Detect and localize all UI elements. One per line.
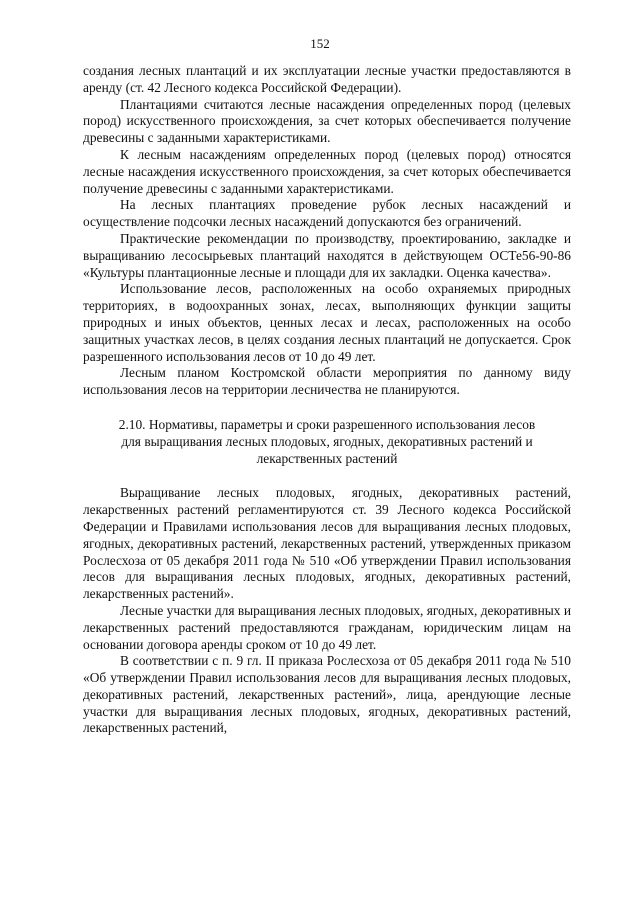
- paragraph-protected-territories: Использование лесов, расположенных на особо охраняемых природных территориях, в водоохранных зонах, лесах, выполняющих функции защиты природных и иных объектов, ценных лесах и лесах, расположенных на особо защитных участках лесов, в целях создания лесных плантаций не допускается. Срок разрешенного использования лесов от 10 до 49 лет.: [83, 281, 571, 364]
- paragraph-forest-plan: Лесным планом Костромской области мероприятия по данному виду использования лесов на территории лесничества не планируются.: [83, 365, 571, 398]
- paragraph-target-species: К лесным насаждениям определенных пород (целевых пород) относятся лесные насаждения искусственного происхождения, за счет которых обеспечивается получение древесины с заданными характеристиками.: [83, 146, 571, 196]
- paragraph-plantations-definition: Плантациями считаются лесные насаждения определенных пород (целевых пород) искусственного происхождения, за счет которых обеспечивается получение древесины с заданными характеристиками.: [83, 96, 571, 146]
- paragraph-continuation: создания лесных плантаций и их эксплуатации лесные участки предоставляются в аренду (ст. 42 Лесного кодекса Российской Федерации).: [83, 63, 571, 95]
- section-heading-line-3: лекарственных растений: [256, 450, 398, 466]
- document-body: [83, 63, 571, 737]
- section-heading-line-2: для выращивания лесных плодовых, ягодных, декоративных растений и: [121, 433, 533, 449]
- paragraph-cultivation-regulation: Выращивание лесных плодовых, ягодных, декоративных растений, лекарственных растений регламентируются ст. 39 Лесного кодекса Российской Федерации и Правилами использования лесов для выращивания лесных плодовых, ягодных, декоративных растений, лекарственных растений, утвержденных приказом Рослесхоза от 05 декабря 2011 года № 510 «Об утверждении Правил использования лесов для выращивания лесных плодовых, ягодных, декоративных растений, лекарственных растений».: [83, 485, 571, 602]
- paragraph-order-510: В соответствии с п. 9 гл. II приказа Рослесхоза от 05 декабря 2011 года № 510 «Об утверждении Правил использования лесов для выращивания лесных плодовых, декоративных растений, лекарственных растений», лица, арендующие лесные участки для выращивания лесных плодовых, ягодных, декоративных растений, лекарственных растений,: [83, 653, 571, 736]
- section-heading: [83, 417, 571, 467]
- paragraph-felling-tapping: На лесных плантациях проведение рубок лесных насаждений и осуществление подсочки лесных насаждений допускаются без ограничений.: [83, 197, 571, 230]
- paragraph-practical-recommendations: Практические рекомендации по производству, проектированию, закладке и выращиванию лесосырьевых плантаций находятся в действующем ОСТе56-90-86 «Культуры плантационные лесные и площади для их закладки. Оценка качества».: [83, 230, 571, 280]
- section-heading-line-1: 2.10. Нормативы, параметры и сроки разрешенного использования лесов: [118, 416, 536, 432]
- paragraph-lease-terms: Лесные участки для выращивания лесных плодовых, ягодных, декоративных и лекарственных растений предоставляются гражданам, юридическим лицам на основании договора аренды сроком от 10 до 49 лет.: [83, 602, 571, 652]
- page-number: 152: [310, 36, 330, 51]
